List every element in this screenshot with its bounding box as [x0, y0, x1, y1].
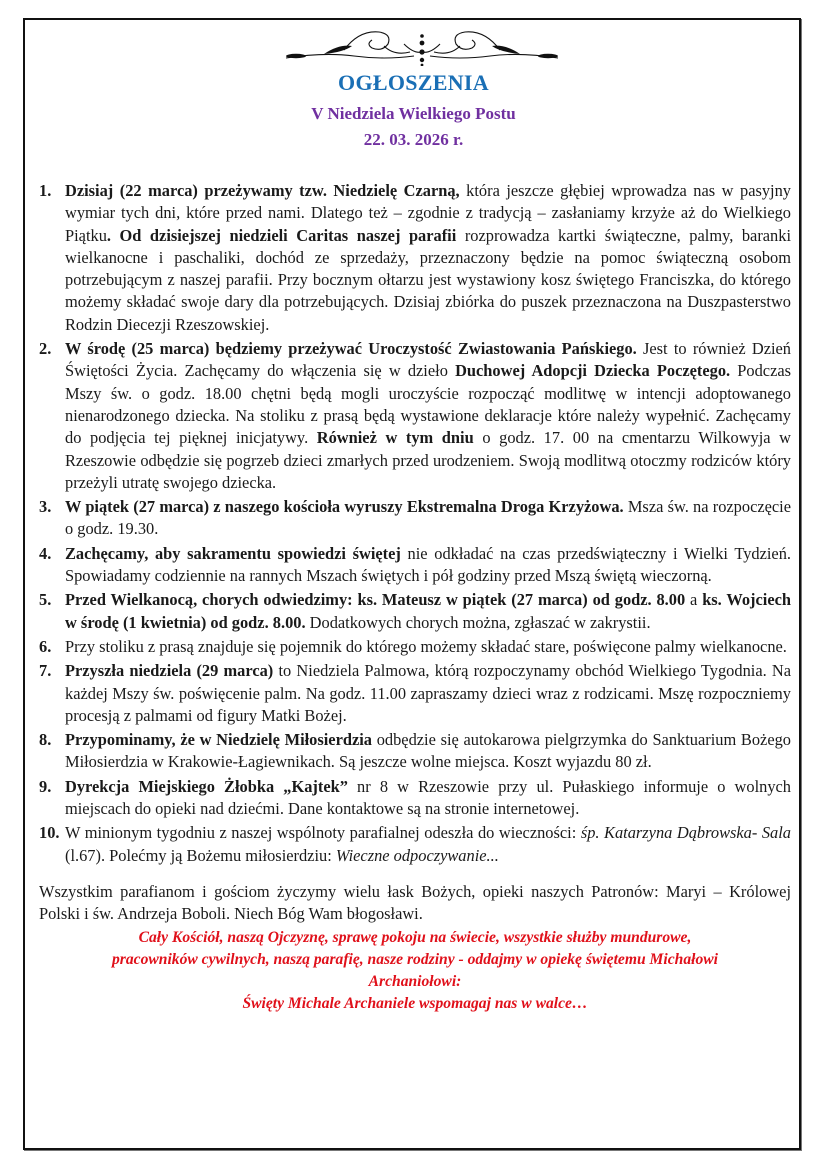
announcement-number: 6.: [39, 636, 52, 656]
announcement-number: 2.: [39, 339, 52, 359]
prayer-line: pracowników cywilnych, naszą parafię, nasze rodziny - oddajmy w opiekę świętemu Michałowi: [111, 950, 718, 968]
announcement-text: Msza św. na rozpoczęcie o godz. 19.30.: [65, 497, 791, 539]
announcement-text: (l.67). Polećmy ją Bożemu miłosierdziu:: [65, 845, 336, 865]
announcement-italic: śp. Katarzyna Dąbrowska- Sala: [580, 823, 791, 843]
page-date: 22. 03. 2026 r.: [363, 130, 464, 149]
announcement-emphasis: Dzisiaj (22 marca) przeżywamy tzw. Niedzielę Czarną,: [65, 181, 460, 200]
announcement-emphasis: W środę (25 marca) będziemy przeżywać Uroczystość Zwiastowania Pańskiego.: [65, 339, 637, 359]
prayer-line: Cały Kościół, naszą Ojczyznę, sprawę pokoju na świecie, wszystkie służby mundurowe,: [138, 928, 692, 946]
page-title: OGŁOSZENIA: [338, 70, 489, 95]
announcement-text: odbędzie się autokarowa pielgrzymka do Sanktuarium Bożego Miłosierdzia w Krakowie-Łagiewnikach. Są jeszcze wolne miejsca. Koszt wyjazdu 80 zł.: [65, 730, 791, 772]
announcement-emphasis: Przyszła niedziela (29 marca): [65, 661, 274, 681]
announcement-number: 9.: [39, 776, 52, 796]
announcement-emphasis: Dyrekcja Miejskiego Żłobka „Kajtek”: [65, 776, 348, 796]
announcement-text: W minionym tygodniu z naszej wspólnoty parafialnej odeszła do wieczności:: [65, 823, 581, 843]
announcements-body: [39, 180, 791, 1015]
announcement-text: a: [685, 590, 703, 610]
announcement-emphasis: Zachęcamy, aby sakramentu spowiedzi świętej: [65, 543, 401, 563]
announcement-text: o godz. 17. 00 na cmentarzu Wilkowyja w Rzeszowie odbędzie się pogrzeb dzieci zmarłych przed urodzeniem. Swoją modlitwą otoczmy rodziców który przeżyli utratę swojego dziecka.: [65, 428, 791, 492]
announcement-italic: Wieczne odpoczywanie...: [335, 845, 499, 865]
announcement-item: [39, 496, 791, 541]
announcement-item: [39, 729, 791, 774]
announcement-item: [39, 589, 791, 634]
announcement-item: [39, 338, 791, 494]
announcement-number: 10.: [39, 823, 60, 843]
announcement-emphasis: Przed Wielkanocą, chorych odwiedzimy: ks. Mateusz w piątek (27 marca) od godz. 8.00: [65, 590, 686, 610]
announcement-text: rozprowadza kartki świąteczne, palmy, baranki wielkanocne i paschaliki, dochód ze sprzedaży, przeznaczony będzie na pomoc świąteczną osobom potrzebującym z naszej parafii. Przy bocznym ołtarzu jest wystawiony kosz świętego Franciszka, do którego możemy składać swoje dary dla potrzebujących. Dzisiaj zbiórka do puszek przeznaczona na Duszpasterstwo Rodzin Diecezji Rzeszowskiej.: [65, 225, 791, 334]
announcement-emphasis: . Od dzisiejszej niedzieli Caritas naszej parafii: [106, 225, 457, 245]
announcement-text: która jeszcze głębiej wprowadza nas w pasyjny wymiar tych dni, które przed nami. Dlatego też – zgodnie z tradycją – zasłaniamy krzyże aż do Wielkiego Piątku: [65, 181, 791, 245]
closing-blessing: Wszystkim parafianom i gościom życzymy wielu łask Bożych, opieki naszych Patronów: Maryi – Królowej Polski i św. Andrzeja Boboli. Niech Bóg Wam błogosławi.: [39, 881, 791, 924]
announcement-number: 3.: [39, 497, 52, 517]
prayer-line: Archaniołowi:: [368, 972, 462, 990]
announcement-item: [39, 776, 791, 821]
announcements-list: [39, 180, 791, 867]
announcement-text: Dodatkowych chorych można, zgłaszać w zakrystii.: [305, 612, 651, 632]
announcement-emphasis: Również w tym dniu: [316, 428, 474, 448]
announcement-text: nie odkładać na czas przedświąteczny i Wielki Tydzień. Spowiadamy codziennie na rannych Mszach świętych i pół godziny przed Mszą świętą wieczorną.: [65, 543, 791, 586]
page-subtitle: V Niedziela Wielkiego Postu: [311, 104, 516, 123]
announcement-number: 5.: [39, 590, 52, 610]
announcement-item: [39, 636, 791, 658]
prayer-invocation: Święty Michale Archaniele wspomagaj nas w walce…: [242, 994, 588, 1012]
announcement-emphasis: Przypominamy, że w Niedzielę Miłosierdzia: [65, 730, 372, 750]
decorative-flourish-icon: [284, 22, 560, 66]
announcement-text: Jest to również Dzień Świętości Życia. Zachęcamy do włączenia się w dzieło: [65, 339, 792, 381]
announcement-number: 8.: [39, 730, 52, 750]
announcement-number: 4.: [39, 543, 52, 563]
announcement-item: [39, 180, 791, 336]
announcement-number: 7.: [39, 661, 52, 681]
announcement-item: [39, 543, 791, 588]
announcement-text: Podczas Mszy św. o godz. 18.00 chętni będą mogli uroczyście rozpocząć modlitwę w intencji adoptowanego nienarodzonego dziecka. Na stoliku z prasą będą wystawione deklaracje które należy wypełnić. Zachęcamy do podjęcia tej pięknej inicjatywy.: [65, 361, 792, 448]
announcement-emphasis: Duchowej Adopcji Dziecka Poczętego.: [455, 361, 731, 381]
announcement-emphasis: W piątek (27 marca) z naszego kościoła wyruszy Ekstremalna Droga Krzyżowa.: [65, 497, 624, 517]
announcement-item: [39, 822, 791, 867]
announcement-text: nr 8 w Rzeszowie przy ul. Pułaskiego informuje o wolnych miejscach do opieki nad dziećmi. Dane kontaktowe są na stronie internetowej.: [65, 776, 791, 819]
announcement-text: to Niedziela Palmowa, którą rozpoczynamy obchód Wielkiego Tygodnia. Na każdej Mszy św. poświęcenie palm. Na godz. 11.00 zapraszamy dzieci wraz z rodzicami. Mszę rozpoczniemy procesją z palmami od figury Matki Bożej.: [65, 661, 791, 725]
announcement-number: 1.: [39, 181, 52, 200]
prayer-block: [39, 927, 791, 1015]
announcement-item: [39, 660, 791, 727]
announcement-text: Przy stoliku z prasą znajduje się pojemnik do którego możemy składać stare, poświęcone palmy wielkanocne.: [65, 636, 787, 656]
announcement-emphasis: ks. Wojciech w środę (1 kwietnia) od godz. 8.00.: [65, 590, 791, 632]
